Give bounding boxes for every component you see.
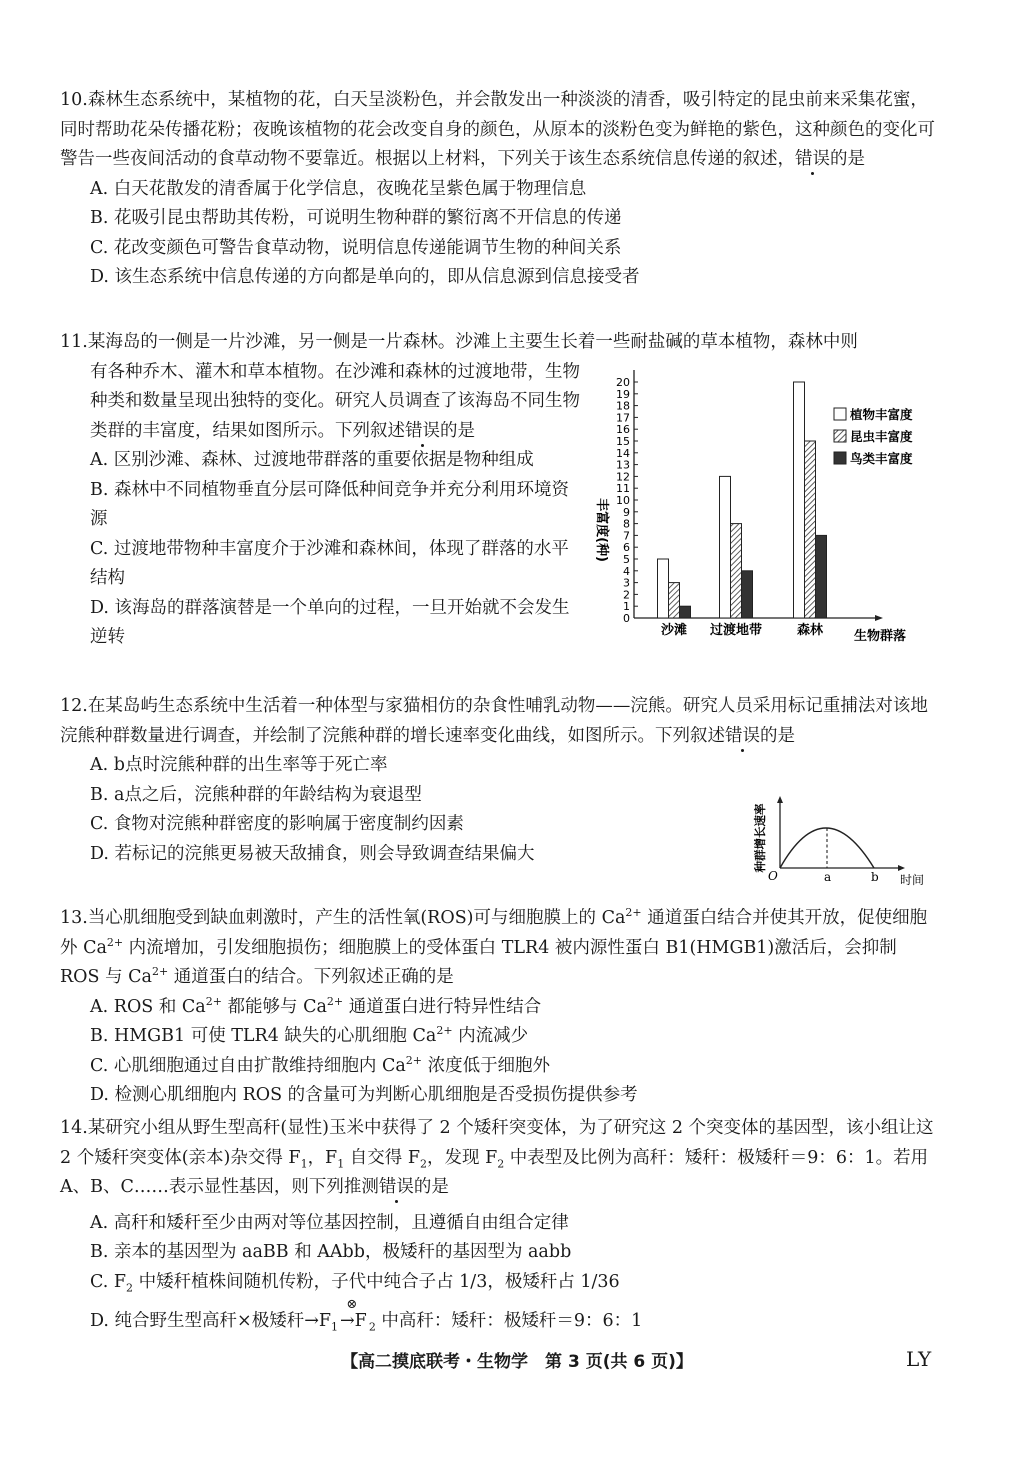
point-a-label: a [824, 870, 832, 884]
y-tick-label: 18 [616, 399, 630, 413]
y-tick-label: 8 [623, 517, 630, 531]
y-tick-label: 3 [623, 576, 630, 590]
q10-option-c: C. 花改变颜色可警告食草动物，说明信息传递能调节生物的种间关系 [90, 237, 622, 258]
q14-option-a: A. 高秆和矮秆至少由两对等位基因控制，且遵循自由组合定律 [90, 1212, 569, 1233]
q10-option-d: D. 该生态系统中信息传递的方向都是单向的，即从信息源到信息接受者 [90, 267, 640, 287]
q14-c-text-2: 中矮秆植株间随机传粉，子代中纯合子占 1/3，极矮秆占 1/36 [133, 1271, 620, 1292]
q10-emphasis: 错误 [795, 149, 830, 169]
bar [669, 583, 680, 618]
ion-charge: 2+ [151, 965, 169, 979]
x-category-label: 沙滩 [660, 623, 688, 638]
q13-c-text-1: C. 心肌细胞通过自由扩散维持细胞内 Ca [90, 1055, 406, 1076]
y-tick-label: 2 [623, 588, 630, 602]
q14-option-b: B. 亲本的基因型为 aaBB 和 AAbb，极矮秆的基因型为 aabb [90, 1242, 572, 1262]
q12-option-d: D. 若标记的浣熊更易被天敌捕食，则会导致调查结果偏大 [90, 843, 535, 864]
arrow-f: →F [340, 1311, 367, 1331]
selfing-arrow [338, 1297, 369, 1337]
bar [816, 535, 827, 618]
subscript: 2 [420, 1157, 427, 1170]
curve-y-label: 种群增长速率 [753, 803, 767, 873]
q14-c-text-1: C. F [90, 1271, 127, 1292]
y-tick-label: 17 [616, 411, 630, 425]
point-b-label: b [871, 870, 879, 884]
ion-charge: 2+ [205, 994, 222, 1008]
q13-b-text-2: 内流减少 [452, 1026, 529, 1046]
legend-swatch [834, 408, 846, 420]
q13-b-text-1: B. HMGB1 可使 TLR4 缺失的心肌细胞 Ca [90, 1026, 437, 1046]
q14-text-5: 中表型及比例为高秆：矮秆：极矮秆＝9：6：1。若用 A、B、C……表示显性基因，则下列推测 [60, 1147, 929, 1197]
q13-a-text-1: A. ROS 和 Ca [90, 996, 206, 1017]
q13-stem [60, 904, 940, 993]
q13-a-text-3: 通道蛋白进行特异性结合 [343, 996, 542, 1017]
q12-stem-end: 的是 [760, 725, 795, 746]
ion-charge: 2+ [436, 1024, 453, 1038]
q13-text-3: 内流增加，引发细胞损伤；细胞膜上的受体蛋白 TLR4 被内源性蛋白 B1(HMGB1)激活后，会抑制 ROS 与 Ca [60, 937, 897, 987]
subscript: 2 [368, 1320, 376, 1334]
q13-option-d: D. 检测心肌细胞内 ROS 的含量可为判断心肌细胞是否受损伤提供参考 [90, 1085, 638, 1105]
y-tick-label: 1 [623, 600, 630, 614]
curve-y-arrow [777, 796, 783, 803]
q14-text-4: ，发现 F [427, 1147, 498, 1168]
y-tick-label: 14 [616, 446, 630, 460]
subscript: 2 [126, 1281, 134, 1294]
q11-option-b: B. 森林中不同植物垂直分层可降低种间竞争并充分利用环境资源 [90, 479, 569, 529]
subscript: 1 [300, 1157, 308, 1170]
y-tick-label: 4 [623, 564, 630, 578]
page-footer: 【高二摸底联考・生物学 第 3 页(共 6 页)】 [341, 1352, 693, 1372]
q10-option-a: A. 白天花散发的清香属于化学信息，夜晚花呈紫色属于物理信息 [90, 178, 587, 199]
q13-text-2: 通道蛋白结合并使其开放，促使细胞外 Ca [60, 908, 928, 958]
q13-a-text-2: 都能够与 Ca [221, 996, 327, 1017]
y-tick-label: 9 [623, 505, 630, 519]
y-tick-label: 19 [616, 387, 630, 401]
bar [720, 476, 731, 618]
q14-number: 14. [60, 1118, 88, 1138]
q11-stem-first: 某海岛的一侧是一片沙滩，另一侧是一片森林。沙滩上主要生长着一些耐盐碱的草本植物，森林中则 [87, 332, 858, 352]
q14-option-c [60, 1268, 940, 1298]
q13-text-1: 当心肌细胞受到缺血刺激时，产生的活性氧(ROS)可与细胞膜上的 Ca [87, 908, 626, 928]
legend-label: 昆虫丰富度 [850, 429, 913, 444]
ion-charge: 2+ [326, 994, 344, 1008]
q14-stem-end: 的是 [413, 1177, 449, 1197]
q14-d-text-1: D. 纯合野生型高秆×极矮秆→F [90, 1311, 332, 1331]
y-tick-label: 16 [616, 423, 630, 437]
bar [805, 441, 816, 618]
footer-code: LY [906, 1347, 932, 1371]
ion-charge: 2+ [625, 906, 642, 920]
q13-option-b [60, 1022, 940, 1052]
q12-stem-text: 在某岛屿生态系统中生活着一种体型与家猫相仿的杂食性哺乳动物——浣熊。研究人员采用标记重捕法对该地浣熊种群数量进行调查，并绘制了浣熊种群的增长速率变化曲线，如图所示。下列叙述 [60, 696, 928, 746]
q13-number: 13. [60, 908, 88, 928]
q11-emphasis: 错误 [405, 420, 440, 441]
selfing-symbol: ⊗ [346, 1297, 358, 1312]
subscript: 1 [337, 1157, 345, 1170]
y-tick-label: 5 [623, 553, 630, 566]
legend-label: 植物丰富度 [850, 407, 913, 422]
ion-charge: 2+ [106, 935, 124, 949]
x-categories [661, 622, 824, 638]
subscript: 2 [497, 1157, 505, 1170]
x-axis-label: 生物群落 [853, 629, 907, 644]
q14-text-2: ，F [307, 1147, 338, 1168]
q10-stem-end: 的是 [830, 149, 865, 169]
question-10 [60, 86, 940, 293]
curve-x-label: 时间 [900, 873, 925, 887]
bar [658, 559, 669, 618]
q13-c-text-2: 浓度低于细胞外 [422, 1055, 551, 1076]
bar [731, 524, 742, 618]
q10-number: 10. [60, 90, 88, 110]
q11-left-column [60, 358, 580, 653]
y-tick-label: 15 [616, 435, 630, 448]
q14-d-text-2: 中高秆：矮秆：极矮秆＝9：6：1 [375, 1311, 643, 1331]
q11-option-a: A. 区别沙滩、森林、过渡地带群落的重要依据是物种组成 [90, 450, 534, 470]
subscript: 1 [331, 1320, 339, 1334]
ion-charge: 2+ [405, 1053, 422, 1067]
question-13 [60, 904, 940, 1111]
q12-number: 12. [60, 696, 88, 716]
legend-label: 鸟类丰富度 [850, 451, 913, 466]
q11-number: 11. [60, 332, 88, 352]
q11-stem-end: 的是 [440, 420, 475, 441]
q13-option-c [60, 1052, 940, 1082]
y-tick-label: 11 [616, 482, 630, 496]
q12-emphasis: 错误 [725, 725, 760, 746]
q12-option-b: B. a点之后，浣熊种群的年龄结构为衰退型 [90, 784, 422, 805]
q14-option-d [60, 1297, 940, 1337]
q11-option-d: D. 该海岛的群落演替是一个单向的过程，一旦开始就不会发生逆转 [90, 597, 570, 647]
y-tick-label: 0 [623, 612, 630, 625]
richness-bar-chart [572, 362, 932, 658]
y-tick-label: 20 [616, 376, 630, 389]
bar [794, 382, 805, 618]
q12-option-c: C. 食物对浣熊种群密度的影响属于密度制约因素 [90, 814, 464, 834]
q11-stem-rest [90, 358, 580, 447]
q14-text-1: 某研究小组从野生型高秆(显性)玉米中获得了 2 个矮秆突变体，为了研究这 2 个突变体的基因型，该小组让这 2 个矮秆突变体(亲本)杂交得 F [60, 1118, 934, 1168]
x-category-label: 过渡地带 [709, 623, 763, 638]
question-14 [60, 1114, 940, 1337]
q14-emphasis: 错误 [378, 1177, 414, 1197]
y-axis-label: 丰富度(种) [594, 498, 609, 562]
origin-label: O [768, 869, 778, 883]
q10-stem [60, 86, 940, 175]
q14-text-3: 自交得 F [344, 1147, 420, 1168]
legend [834, 407, 913, 466]
y-ticks [616, 376, 638, 625]
q11-option-c: C. 过渡地带物种丰富度介于沙滩和森林间，体现了群落的水平结构 [90, 538, 569, 588]
y-tick-label: 10 [616, 494, 630, 507]
q14-stem [60, 1114, 940, 1203]
q13-option-a [60, 993, 940, 1023]
x-category-label: 森林 [796, 623, 824, 638]
y-tick-label: 12 [616, 470, 630, 484]
y-tick-label: 6 [623, 541, 630, 555]
q11-stem-text: 有各种乔木、灌木和草本植物。在沙滩和森林的过渡地带，生物种类和数量呈现出独特的变化。研究人员调查了该海岛不同生物类群的丰富度，结果如图所示。下列叙述 [90, 361, 580, 441]
bars [658, 382, 827, 618]
q11-stem-line1 [60, 328, 940, 358]
y-tick-label: 13 [616, 458, 630, 472]
q10-option-b: B. 花吸引昆虫帮助其传粉，可说明生物种群的繁衍离不开信息的传递 [90, 208, 622, 228]
legend-swatch [834, 452, 846, 464]
legend-swatch [834, 430, 846, 442]
y-tick-label: 7 [623, 529, 630, 543]
curve-x-arrow [898, 865, 905, 871]
q12-option-a: A. b点时浣熊种群的出生率等于死亡率 [90, 755, 388, 775]
q13-text-4: 通道蛋白的结合。下列叙述正确的是 [168, 967, 454, 987]
q12-stem [60, 692, 940, 751]
bar [680, 606, 691, 618]
growth-rate-curve-chart [753, 796, 940, 888]
x-axis-arrow [875, 615, 883, 621]
bar [742, 571, 753, 618]
q10-stem-text: 森林生态系统中，某植物的花，白天呈淡粉色，并会散发出一种淡淡的清香，吸引特定的昆虫前来采集花蜜，同时帮助花朵传播花粉；夜晚该植物的花会改变自身的颜色，从原本的淡粉色变为鲜艳的紫色，这种颜色的变化可警告一些夜间活动的食草动物不要靠近。根据以上材料，下列关于该生态系统信息传递的叙述， [60, 90, 935, 169]
